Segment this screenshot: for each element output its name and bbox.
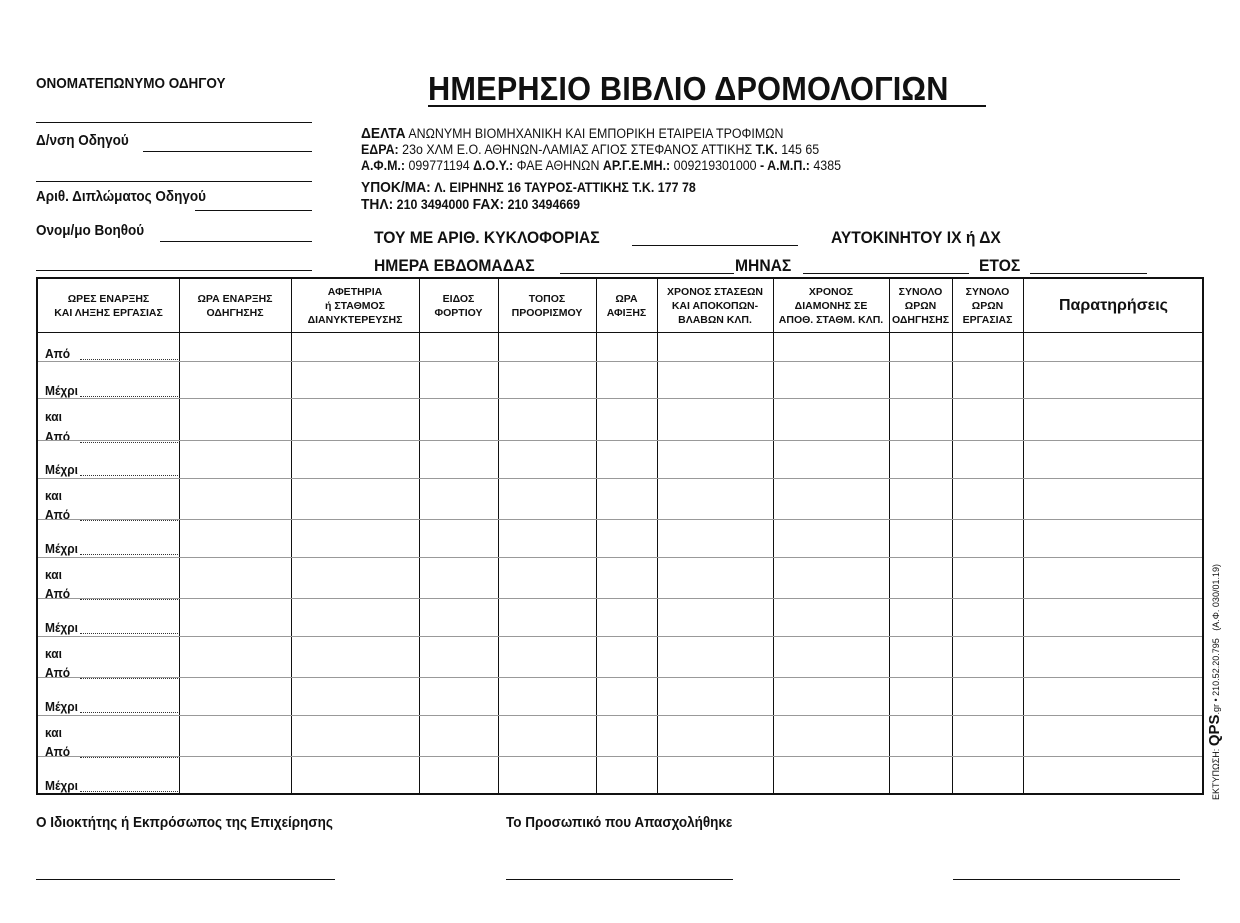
staff-signature-line[interactable] [506,879,733,880]
to-dotted-line[interactable] [80,633,178,634]
vehicle-reg-line[interactable] [632,245,798,246]
extra-signature-line[interactable] [953,879,1180,880]
company-hq-line: ΕΔΡΑ: 23ο ΧΛΜ Ε.Ο. ΑΘΗΝΩΝ-ΛΑΜΙΑΣ ΑΓΙΟΣ ΣΤΕΦΑΝΟΣ ΑΤΤΙΚΗΣ Τ.Κ. 145 65 [361,142,820,157]
from-label: Από [45,586,71,601]
from-dotted-line[interactable] [80,599,178,600]
row-rule [38,636,1202,637]
driver-address-line[interactable] [143,151,312,152]
year-label: ΕΤΟΣ [979,256,1021,275]
header-work-hours: ΩΡΕΣ ΕΝΑΡΞΗΣ ΚΑΙ ΛΗΞΗΣ ΕΡΓΑΣΙΑΣ [54,292,163,319]
header-driving-start: ΩΡΑ ΕΝΑΡΞΗΣ ΟΔΗΓΗΣΗΣ [197,292,273,319]
from-label: Από [45,507,71,522]
year-line[interactable] [1030,273,1147,274]
row-rule [38,598,1202,599]
assistant-name-line[interactable] [160,241,312,242]
to-dotted-line[interactable] [80,712,178,713]
header-stay-time: ΧΡΟΝΟΣ ΔΙΑΜΟΝΗΣ ΣΕ ΑΠΟΘ. ΣΤΑΘΜ. ΚΛΠ. [778,285,884,326]
and-label: και [45,646,62,661]
driver-address-line-2[interactable] [36,181,312,182]
title-underline [428,105,986,107]
from-label: Από [45,429,71,444]
to-dotted-line[interactable] [80,396,178,397]
printer-imprint: ΕΚΤΥΠΩΣΗ: QPS.gr • 210.52.20.795 (Α.Φ. 030/01.19) [1206,564,1223,800]
company-branch-line: ΥΠΟΚ/ΜΑ: Λ. ΕΙΡΗΝΗΣ 16 ΤΑΥΡΟΣ-ΑΤΤΙΚΗΣ Τ.Κ. 177 78 [361,179,696,196]
row-rule [38,557,1202,558]
company-tax-line: Α.Φ.Μ.: 099771194 Δ.Ο.Υ.: ΦΑΕ ΑΘΗΝΩΝ ΑΡ.Γ.Ε.ΜΗ.: 009219301000 - Α.Μ.Π.: 4385 [361,158,842,173]
driver-license-label: Αριθ. Διπλώματος Οδηγού [36,188,206,205]
row-rule [38,398,1202,399]
row-rule [38,677,1202,678]
header-total-work: ΣΥΝΟΛΟ ΩΡΩΝ ΕΡΓΑΣΙΑΣ [962,285,1013,326]
driver-name-label: ΟΝΟΜΑΤΕΠΩΝΥΜΟ ΟΔΗΓΟΥ [36,75,226,92]
company-contact-line: ΤΗΛ: 210 3494000 FAX: 210 3494669 [361,196,581,213]
driver-license-line[interactable] [195,210,312,211]
row-rule [38,756,1202,757]
from-dotted-line[interactable] [80,359,178,360]
to-label: Μέχρι [45,462,78,477]
from-dotted-line[interactable] [80,757,178,758]
row-rule [38,440,1202,441]
vehicle-reg-label: ΤΟΥ ΜΕ ΑΡΙΘ. ΚΥΚΛΟΦΟΡΙΑΣ [374,228,600,247]
header-arrival-time: ΩΡΑ ΑΦΙΞΗΣ [606,292,647,319]
page-title: ΗΜΕΡΗΣΙΟ ΒΙΒΛΙΟ ΔΡΟΜΟΛΟΓΙΩΝ [428,70,949,107]
to-label: Μέχρι [45,620,78,635]
from-dotted-line[interactable] [80,678,178,679]
to-dotted-line[interactable] [80,791,178,792]
owner-signature-label: Ο Ιδιοκτήτης ή Εκπρόσωπος της Επιχείρησης [36,814,333,831]
to-dotted-line[interactable] [80,475,178,476]
and-label: και [45,409,62,424]
row-rule [38,361,1202,362]
month-label: ΜΗΝΑΣ [735,256,792,275]
from-dotted-line[interactable] [80,442,178,443]
header-cargo-type: ΕΙΔΟΣ ΦΟΡΤΙΟΥ [434,292,483,319]
to-dotted-line[interactable] [80,554,178,555]
to-label: Μέχρι [45,699,78,714]
owner-signature-line[interactable] [36,879,335,880]
driver-name-line[interactable] [36,122,312,123]
assistant-name-line-2[interactable] [36,270,312,271]
from-label: Από [45,346,71,361]
company-name-line: ΔΕΛΤΑ ΑΝΩΝΥΜΗ ΒΙΟΜΗΧΑΝΙΚΗ ΚΑΙ ΕΜΠΟΡΙΚΗ ΕΤΑΙΡΕΙΑ ΤΡΟΦΙΜΩΝ [361,125,784,142]
and-label: και [45,725,62,740]
assistant-name-label: Ονομ/μο Βοηθού [36,222,145,239]
from-label: Από [45,744,71,759]
from-label: Από [45,665,71,680]
to-label: Μέχρι [45,383,78,398]
row-rule [38,478,1202,479]
header-remarks: Παρατηρήσεις [1058,296,1168,314]
to-label: Μέχρι [45,778,78,793]
and-label: και [45,567,62,582]
month-line[interactable] [803,273,969,274]
header-total-driving: ΣΥΝΟΛΟ ΩΡΩΝ ΟΔΗΓΗΣΗΣ [891,285,950,326]
header-destination: ΤΟΠΟΣ ΠΡΟΟΡΙΣΜΟΥ [511,292,583,319]
header-departure: ΑΦΕΤΗΡΙΑ ή ΣΤΑΘΜΟΣ ΔΙΑΝΥΚΤΕΡΕΥΣΗΣ [307,285,403,326]
vehicle-type-label: ΑΥΤΟΚΙΝΗΤΟΥ ΙΧ ή ΔΧ [831,228,1001,247]
from-dotted-line[interactable] [80,520,178,521]
driver-address-label: Δ/νση Οδηγού [36,132,129,149]
header-stop-time: ΧΡΟΝΟΣ ΣΤΑΣΕΩΝ ΚΑΙ ΑΠΟΚΟΠΩΝ- ΒΛΑΒΩΝ ΚΛΠ. [667,285,763,326]
staff-signature-label: Το Προσωπικό που Απασχολήθηκε [506,814,733,831]
route-table [36,277,1204,795]
row-rule [38,715,1202,716]
day-label: ΗΜΕΡΑ ΕΒΔΟΜΑΔΑΣ [374,256,535,275]
day-line[interactable] [560,273,734,274]
row-rule [38,519,1202,520]
to-label: Μέχρι [45,541,78,556]
header-separator [38,332,1202,333]
and-label: και [45,488,62,503]
